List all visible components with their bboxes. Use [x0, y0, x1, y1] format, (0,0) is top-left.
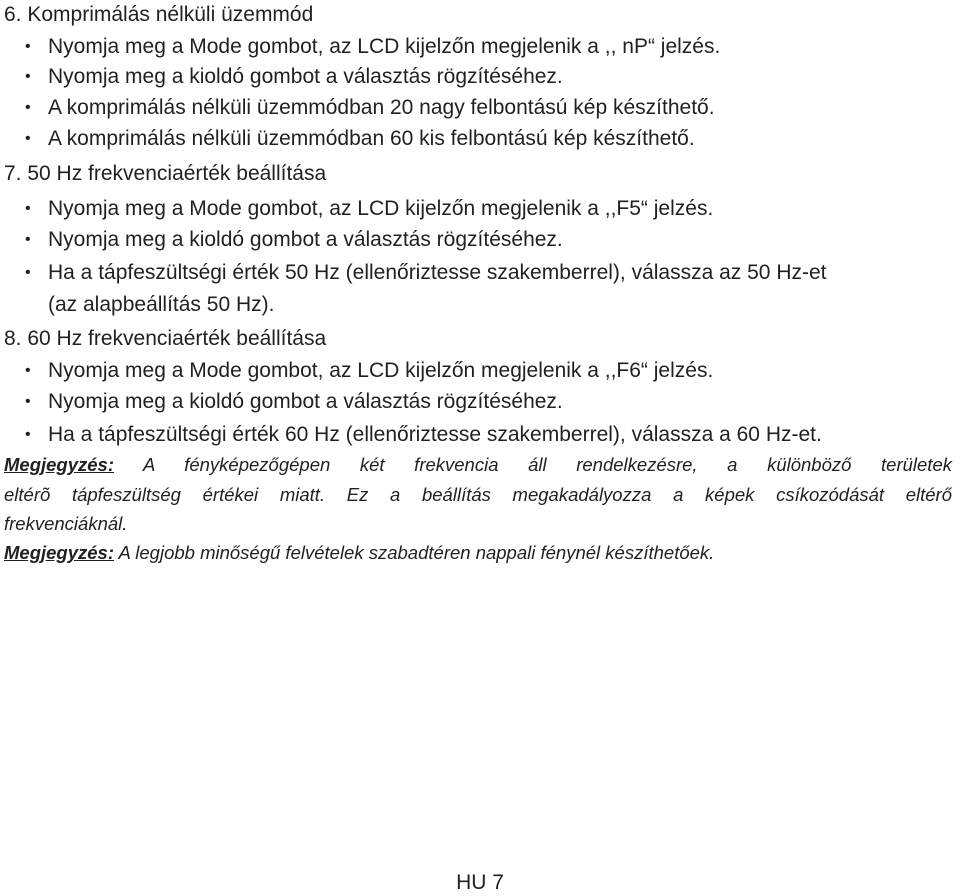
- section-8-bullet-1: [24, 357, 954, 385]
- bullet-text: A komprimálás nélküli üzemmódban 20 nagy felbontású kép készíthető.: [48, 96, 715, 119]
- bullet-text: A komprimálás nélküli üzemmódban 60 kis felbontású kép készíthető.: [48, 127, 695, 150]
- note-text: A legjobb minőségű felvételek szabadtéren nappali fénynél készíthetőek.: [118, 542, 715, 563]
- bullet-text: Ha a tápfeszültségi érték 50 Hz (ellenőriztesse szakemberrel), válassza az 50 Hz-et: [48, 261, 827, 284]
- section-6-bullet-4: [24, 125, 954, 153]
- bullet-text: Ha a tápfeszültségi érték 60 Hz (ellenőriztesse szakemberrel), válassza a 60 Hz-et.: [48, 423, 822, 446]
- note-label: Megjegyzés:: [4, 454, 115, 475]
- note-1-line-2: eltérõ tápfeszültség értékei miatt. Ez a beállítás megakadályozza a képek csíkozódását eltérő: [4, 484, 952, 505]
- section-8-bullet-2: [24, 388, 954, 416]
- section-6-bullet-1: [24, 33, 954, 61]
- section-7-bullet-3-continuation: (az alapbeállítás 50 Hz).: [48, 293, 275, 316]
- note-2: [4, 539, 952, 567]
- note-1-line-1: [4, 451, 952, 479]
- note-1-line-3: frekvenciáknál.: [4, 513, 128, 534]
- bullet-text: Nyomja meg a Mode gombot, az LCD kijelzőn megjelenik a ,, nP“ jelzés.: [48, 35, 721, 58]
- section-6-heading: 6. Komprimálás nélküli üzemmód: [4, 3, 314, 26]
- section-8-heading: 8. 60 Hz frekvenciaérték beállítása: [4, 327, 327, 350]
- section-7-bullet-1: [24, 195, 954, 223]
- note-text: A fényképezőgépen két frekvencia áll rendelkezésre, a különböző területek: [142, 454, 952, 475]
- section-7-bullet-3: [24, 259, 954, 287]
- bullet-text: Nyomja meg a kioldó gombot a választás rögzítéséhez.: [48, 228, 563, 251]
- bullet-text: Nyomja meg a kioldó gombot a választás rögzítéséhez.: [48, 390, 563, 413]
- section-6-bullet-2: [24, 63, 954, 91]
- note-label: Megjegyzés:: [4, 542, 115, 563]
- bullet-text: Nyomja meg a Mode gombot, az LCD kijelzőn megjelenik a ,,F6“ jelzés.: [48, 359, 714, 382]
- bullet-text: Nyomja meg a kioldó gombot a választás rögzítéséhez.: [48, 65, 563, 88]
- page-number: HU 7: [456, 871, 504, 894]
- section-7-bullet-2: [24, 226, 954, 254]
- section-6-bullet-3: [24, 94, 954, 122]
- bullet-text: Nyomja meg a Mode gombot, az LCD kijelzőn megjelenik a ,,F5“ jelzés.: [48, 197, 714, 220]
- section-8-bullet-3: [24, 421, 954, 449]
- section-7-heading: 7. 50 Hz frekvenciaérték beállítása: [4, 162, 327, 185]
